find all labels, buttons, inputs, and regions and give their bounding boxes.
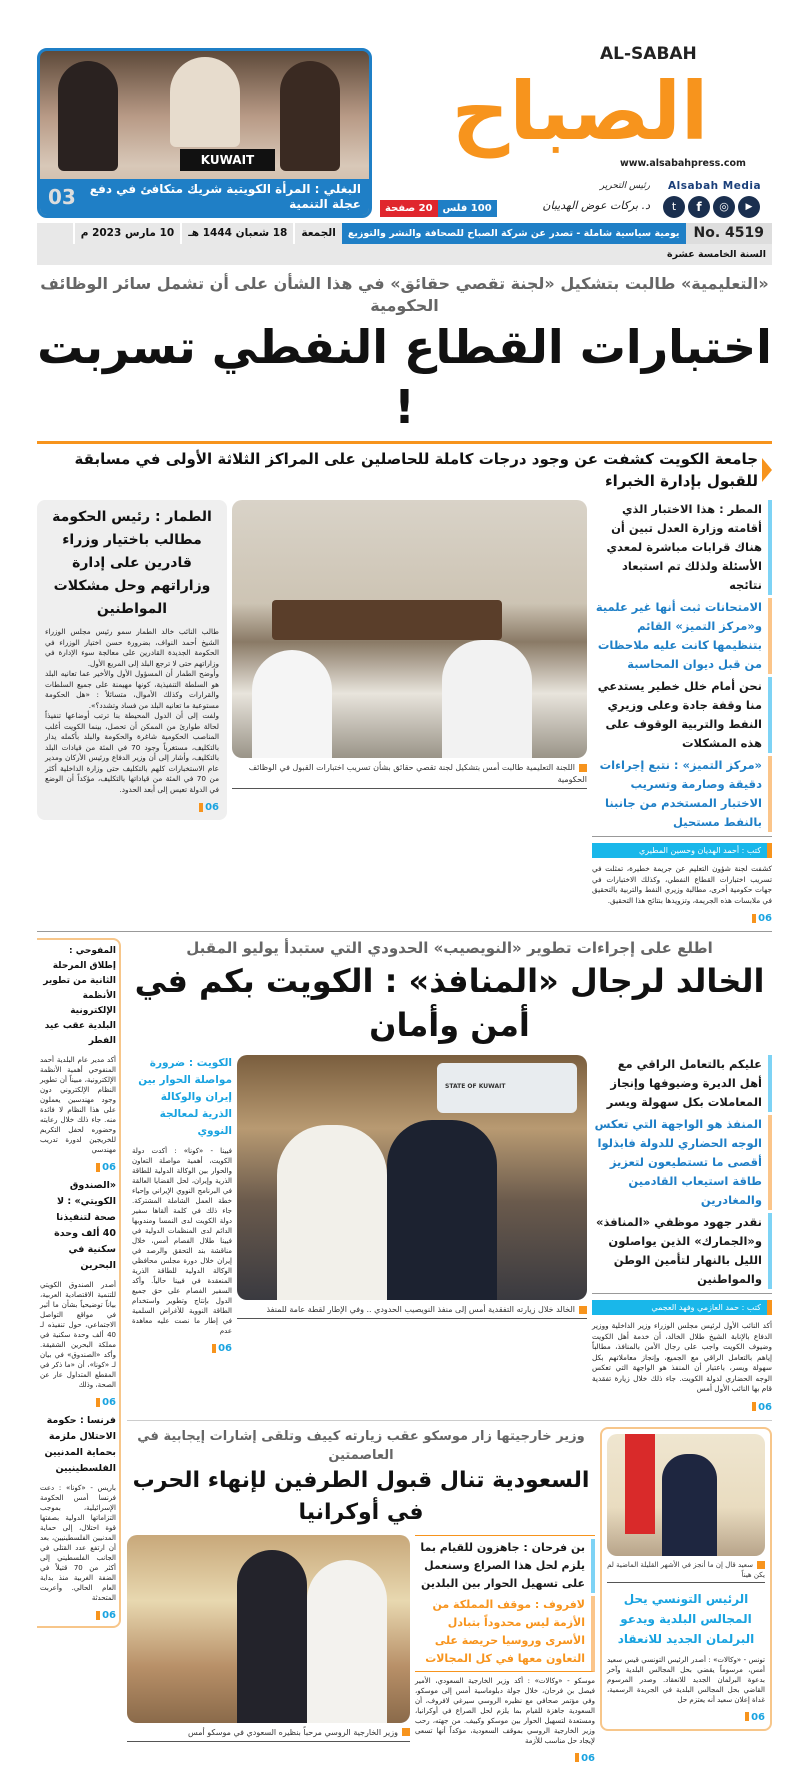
kuwait-placard: KUWAIT bbox=[180, 149, 275, 171]
pull-quote: عليكم بالتعامل الراقي مع أهل الديرة وضيوفها وإنجاز المعاملات بكل سهولة ويسر bbox=[592, 1055, 772, 1112]
lead-section bbox=[37, 500, 772, 925]
saudi-body: موسكو - «وكالات» : أكد وزير الخارجية السعودي، الأمير فيصل بن فرحان، خلال جولة دبلوماسية أمس إلى موسكو، وفي مؤتمر صحافي مع نظيره الروسي سيرغي لافروف، أن السعودية جاهزة للقيام بما يلزم لحل الصراع في أوكرانيا، ومستعدة لتسهيل الحوار بين موسكو وكييف. من جهته، رحب وزير الخارجية الروسي بموقف السعودية، مؤكداً أنها تسعى لإيجاد حل مناسب للأزمة bbox=[415, 1676, 595, 1745]
saudi-photo-caption: وزير الخارجية الروسي مرحباً بنظيره السعودي في موسكو أمس bbox=[127, 1725, 410, 1742]
tunisia-body: تونس - «وكالات» : أصدر الرئيس التونسي قيس سعيد أمس، مرسوماً يقضي بحل المجالس البلدية وآخر بدعوة البرلمان الجديد للانعقاد. وصدر المرسوم القاضي بحل المجالس البلدية في الجريدة الرسمية، غداة إعلان سعيد أنه يعتزم حل bbox=[607, 1655, 765, 1704]
divider bbox=[37, 931, 772, 932]
saudi-photo[interactable] bbox=[127, 1535, 410, 1723]
ports-section bbox=[127, 1055, 772, 1414]
lead-headline[interactable]: اختبارات القطاع النفطي تسربت ! bbox=[37, 320, 772, 434]
ports-photo[interactable] bbox=[237, 1055, 587, 1300]
teaser-page: 03 bbox=[48, 185, 76, 209]
social-icons bbox=[663, 196, 760, 218]
pull-quote: بن فرحان : جاهزون للقيام بما يلزم لحل هذا الصراع وسنعمل على تسهيل الحوار بين البلدين bbox=[415, 1539, 595, 1593]
ports-byline: كتب : حمد العازمي وفهد العجمي bbox=[592, 1300, 772, 1315]
editor-name: د. بركات عوض الهديبان bbox=[542, 199, 650, 212]
tamar-body-3: ولفت إلى أن الدول المحيطة بنا ترتب أوضاعها تنفيذاً لحالة طوارئ من الممكن أن تحصل، بينما الكويت أغلب المناصب الحكومية شاغرة والحكومة والبلد بأكمله يدار بالتكليف، مستغرباً وجود 70 في المئة من قيادات البلد بالتكليف، وأشار إلى أن وزير الدفاع ورئيس الأركان ومدير عام الاستخبارات كلهم بالتكليف حتى وزارة الداخلية أكثر من 70 في المئة من قياداتها بالتكليف، مؤكداً أن الوضع في الدولة تعيس إلى أبعد الحدود. bbox=[45, 711, 219, 794]
lead-photo-caption: اللجنة التعليمية طالبت أمس بتشكيل لجنة تقصي حقائق بشأن تسريب اختبارات القبول في الوظائف الحكومية bbox=[232, 760, 587, 789]
pull-quote: «مركز التميز» : نتبع إجراءات دقيقة وصارمة وتسريب الاختبار المستخدم من جانبنا بالنفط مستحيل bbox=[592, 756, 772, 832]
pages-badge: 20 صفحة bbox=[380, 200, 438, 217]
website[interactable]: www.alsabahpress.com bbox=[620, 158, 746, 169]
state-of-kuwait-sign: STATE OF KUWAIT bbox=[445, 1083, 506, 1090]
gregorian-date: 10 مارس 2023 م bbox=[73, 223, 181, 244]
tunisia-photo[interactable] bbox=[607, 1434, 765, 1556]
iran-headline[interactable]: الكويت : ضرورة مواصلة الحوار بين إيران والوكالة الذرية لمعالجة النووي bbox=[138, 1057, 232, 1137]
page-ref[interactable]: 06 bbox=[96, 1610, 116, 1621]
instagram-icon[interactable]: ◎ bbox=[713, 196, 735, 218]
iran-article bbox=[132, 1055, 232, 1355]
ports-headline[interactable]: الخالد لرجال «المنافذ» : الكويت بكم في أمن وأمان bbox=[134, 962, 765, 1044]
iran-body: فيينا - «كونا» : أكدت دولة الكويت، أهمية مواصلة التعاون والحوار بين الوكالة الدولية للطاقة الذرية وإيران، لحل القضايا العالقة في البرنامج النووي الإيراني وإحياء خطة العمل الشاملة المشتركة. جاء ذلك في كلمة ألقاها سفير دولة الكويت لدى النمسا ومندوبها الدائم لدى المنظمات الدولية في فيينا طلال الفصام أمس، خلال مناقشة بند التحقق والرصد في إيران خلال دورة مجلس محافظي الوكالة الدولية للطاقة الذرية المنعقدة في فيينا حالياً. وأكد السفير الفصام على حق جميع الدول بإنتاج وتطوير واستخدام الطاقة النووية للأغراض السلمية في إطار ما نصت عليه معاهدة عدم bbox=[132, 1147, 232, 1335]
page-ref[interactable]: 06 bbox=[212, 1343, 232, 1354]
page-ref[interactable]: 06 bbox=[96, 1397, 116, 1408]
lead-subhead bbox=[37, 448, 772, 492]
saudi-headline[interactable]: السعودية تنال قبول الطرفين لإنهاء الحرب في أوكرانيا bbox=[132, 1467, 590, 1525]
year: السنة الخامسة عشرة bbox=[667, 249, 766, 260]
issue-number: No. 4519 bbox=[686, 223, 773, 244]
lead-subhead-text[interactable]: جامعة الكويت كشفت عن وجود درجات كاملة للحاصلين على المراكز الثلاثة الأولى في مسابقة للقبول بإدارة الخبراء bbox=[74, 450, 758, 490]
pull-quote: الامتحانات ثبت أنها غير علمية و«مركز التميز» القائم بتنظيمها كانت عليه ملاحظات من قبل ديوان المحاسبة bbox=[592, 598, 772, 674]
sidebar-headline[interactable]: المفوحي : إطلاق المرحلة الثانية من تطوير الأنظمة الإلكترونية البلدية عقب عيد الفطر bbox=[43, 946, 116, 1046]
saudi-kicker: وزير خارجيتها زار موسكو عقب زيارته كييف وتلقى إشارات إيجابية في العاصمتين bbox=[137, 1428, 585, 1463]
sidebar-body: أصدر الصندوق الكويتي للتنمية الاقتصادية العربية، بياناً توضيحياً بشأن ما أثير في مواقع التواصل الاجتماعي، حول تنفيذه لـ 40 ألف وحدة سكنية في مملكة البحرين الشقيقة. وأكد «الصندوق» في بيان لـ «كونا»، أن «ما ذكر في المقطع المتداول عار عن الصحة، وذلك bbox=[40, 1281, 116, 1389]
saudi-text bbox=[415, 1535, 595, 1765]
divider bbox=[127, 1420, 772, 1421]
tamar-body-1: طالب النائب خالد الطمار سمو رئيس مجلس الوزراء الشيخ أحمد النواف، بضرورة حسن اختيار الوزراء في الحكومة الجديدة القادرين على معالجة سوء الإدارة في وزاراتهم حتى لا ترجع البلد إلى المربع الأول. bbox=[45, 627, 219, 668]
pull-quote: نقدر جهود موظفي «المنافذ» و«الجمارك» الذين يواصلون الليل بالنهار لتأمين الوطن والمواطنين bbox=[592, 1213, 772, 1289]
price-badge: 100 فلس bbox=[438, 200, 497, 217]
lead-body: كشفت لجنة شؤون التعليم عن جريمة خطيرة، تمثلت في تسريب اختبارات القطاع النفطي، وكذلك الاختبارات في جهات حكومية أخرى، مطالبة وزيري النفط والتربية بالتحقيق في ملابسات هذه الجريمة، وتزويدها بنتائج هذا التحقيق. bbox=[592, 864, 772, 905]
ports-pulls bbox=[592, 1055, 772, 1414]
tamar-article bbox=[37, 500, 227, 820]
teaser-title[interactable]: البغلي : المرأة الكويتية شريك متكافئ في دفع عجلة التنمية bbox=[89, 182, 361, 211]
orange-rule bbox=[37, 441, 772, 444]
media-label: Alsabah Media bbox=[668, 180, 762, 192]
teaser-caption-bar bbox=[40, 179, 369, 215]
pull-quote: المنفذ هو الواجهة التي تعكس الوجه الحضاري للدولة فابذلوا أقصى ما تستطيعون لتعزيز طاقة استيعاب القادمين والمغادرين bbox=[592, 1115, 772, 1210]
page-ref[interactable]: 06 bbox=[199, 802, 219, 813]
info-bar bbox=[37, 223, 772, 265]
sidebar-column bbox=[37, 938, 121, 1628]
page-ref[interactable]: 06 bbox=[96, 1162, 116, 1173]
lead-byline: كتب : أحمد الهديان وحسين المطيري bbox=[592, 843, 772, 858]
twitter-icon[interactable]: t bbox=[663, 196, 685, 218]
facebook-icon[interactable]: f bbox=[688, 196, 710, 218]
pull-quote: نحن أمام خلل خطير يستدعي منا وقفة جادة وعلى وزيري النفط والتربية الوقوف على هذه المشكلات bbox=[592, 677, 772, 753]
hijri-date: 18 شعبان 1444 هـ bbox=[180, 223, 293, 244]
logo-en: AL-SABAH bbox=[600, 44, 697, 64]
tamar-body-2: وأوضح الطمار أن المسؤول الأول والأخير عما تعانيه البلد هو السلطة التنفيذية، كونها مهيمنة على جميع السلطات والقرارات وكذلك الأموال، متسائلاً : «هل الحكومة مستوعبة ما تعانيه البلد من فساد وتشدد؟». bbox=[45, 669, 219, 710]
sidebar-headline[interactable]: «الصندوق الكويتي» : لا صحة لتنفيذنا 40 ألف وحدة سكنية في البحرين bbox=[54, 1180, 116, 1271]
page-ref[interactable]: 06 bbox=[752, 1402, 772, 1413]
ports-kicker: اطلع على إجراءات تطوير «النويصيب» الحدودي التي ستبدأ يوليو المقبل bbox=[186, 939, 713, 957]
lead-kicker: «التعليمية» طالبت بتشكيل «لجنة تقصي حقائق» في هذا الشأن على أن تشمل سائر الوظائف الحكومية bbox=[40, 274, 769, 315]
youtube-icon[interactable]: ▶ bbox=[738, 196, 760, 218]
editor-label: رئيس التحرير bbox=[599, 181, 650, 191]
tunisia-article bbox=[600, 1427, 772, 1731]
ports-photo-caption: الخالد خلال زيارته التفقدية أمس إلى منفذ النويصيب الحدودي .. وفي الإطار لقطة عامة للمنفذ bbox=[237, 1302, 587, 1319]
lead-pulls bbox=[592, 500, 772, 925]
logo-ar: الصباح bbox=[451, 65, 709, 158]
sidebar-body: أكد مدير عام البلدية أحمد المنفوحي أهمية الأنظمة الإلكترونية، مبيناً أن تطوير النظام الإلكتروني دون وجود مهندسين يعملون على هذا النظام لا فائدة منه. جاء ذلك خلال رعايته وحضوره لحفل التكريم للخريجين لدورة تدريب مهندسي bbox=[40, 1056, 116, 1154]
orange-arrow-icon bbox=[762, 458, 772, 482]
page-ref[interactable]: 06 bbox=[752, 913, 772, 924]
page-ref[interactable]: 06 bbox=[575, 1753, 595, 1764]
page-ref[interactable]: 06 bbox=[745, 1712, 765, 1723]
sidebar-headline[interactable]: فرنسا : حكومة الاحتلال ملزمة بحماية المدنيين الفلسطينيين bbox=[44, 1415, 116, 1474]
tunisia-photo-caption: سعيد قال إن ما أنجز في الأشهر القليلة الماضية لم يكن هيناً bbox=[607, 1558, 765, 1583]
pull-quote: المطر : هذا الاختبار الذي أقامته وزارة العدل تبين أن هناك قرابات مباشرة لمعدي الأسئلة ولذلك تم استبعاد نتائجه bbox=[592, 500, 772, 595]
day: الجمعة bbox=[293, 223, 341, 244]
pull-quote: لافروف : موقف المملكة من الأزمة ليس محدوداً بتبادل الأسرى وروسيا حريصة على التعاون معها في كل المجالات bbox=[415, 1596, 595, 1672]
tamar-headline[interactable]: الطمار : رئيس الحكومة مطالب باختيار وزراء قادرين على إدارة وزاراتهم وحل مشكلات المواطنين bbox=[52, 509, 212, 617]
sidebar-body: باريس - «كونا» : دعت فرنسا أمس الحكومة الإسرائيلية، بموجب التزاماتها الدولية بصفتها قوة احتلال، إلى حماية المدنيين الفلسطينيين، بعد أن ارتفع عدد القتلى في الجانب الفلسطيني إلى أكثر من 70 قتيلاً في الضفة الغربية منذ بداية العام الحالي. وأعربت المتحدثة bbox=[40, 1484, 116, 1602]
lower-section bbox=[37, 938, 772, 1765]
teaser-photo[interactable] bbox=[37, 48, 372, 218]
tagline: يومية سياسية شاملة - تصدر عن شركة الصباح للصحافة والنشر والتوزيع bbox=[342, 223, 686, 244]
tunisia-headline[interactable]: الرئيس التونسي يحل المجالس البلدية ويدعو البرلمان الجديد للانعقاد bbox=[617, 1591, 755, 1646]
committee-photo[interactable] bbox=[232, 500, 587, 758]
ports-body: أكد النائب الأول لرئيس مجلس الوزراء وزير الداخلية ووزير الدفاع بالإنابة الشيخ طلال الخالد، أن خدمة أهل الكويت وضيوف الكويت واجب على رجال الأمن بالمنافذ، مطالباً إياهم بالتعامل الراقي مع الجميع، وإنجاز معاملاتهم بكل سهولة ويسر، باعتبار أن المنفذ هو الواجهة التي تعكس الوجه الحضاري لدولة الكويت. جاء ذلك خلال زيارة تفقدية قام بها النائب الأول أمس bbox=[592, 1321, 772, 1393]
price-badges bbox=[380, 200, 497, 217]
bottom-section bbox=[127, 1427, 772, 1765]
